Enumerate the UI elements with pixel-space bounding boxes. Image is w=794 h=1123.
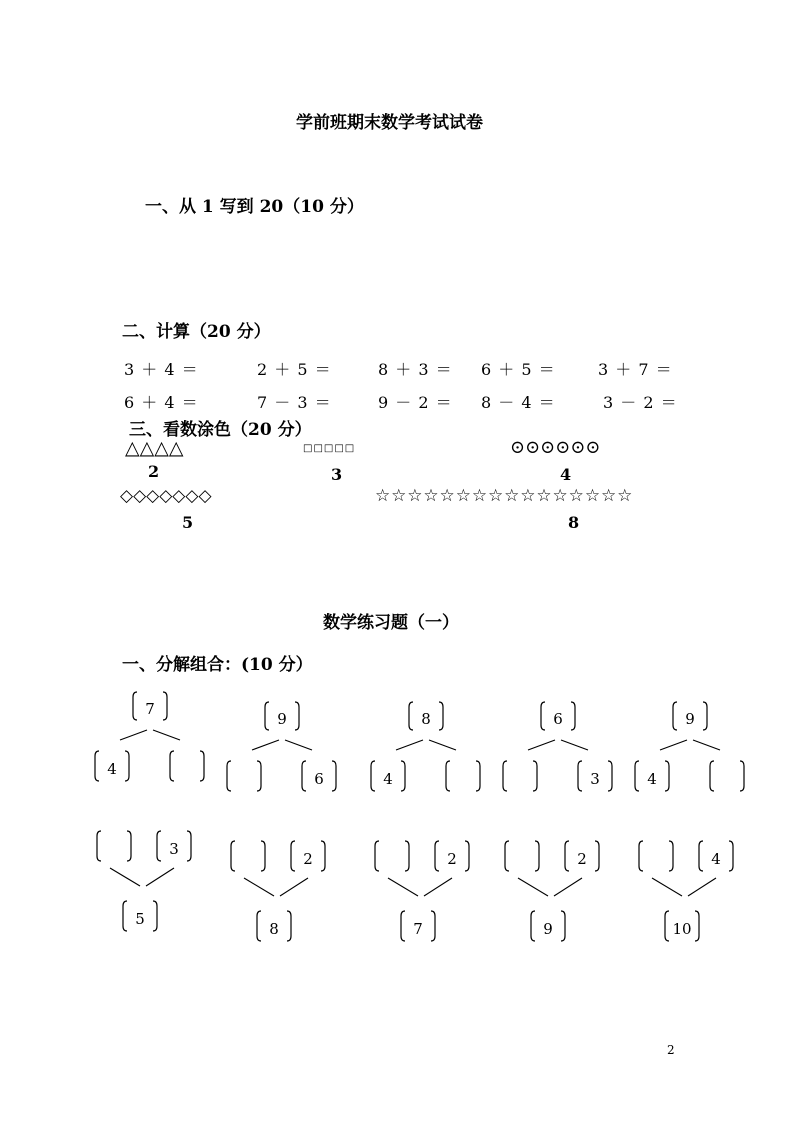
split-part-box — [503, 761, 537, 791]
split-part-box — [170, 751, 204, 781]
color-count: 3 — [331, 465, 343, 484]
split-part-box — [578, 761, 612, 791]
section-color-by-number: 三、看数涂色（20 分） — [129, 420, 312, 440]
bracket-number: 8 — [269, 920, 279, 938]
combine-part-box — [565, 841, 599, 871]
connector-line — [424, 878, 452, 896]
bracket-number: 4 — [107, 760, 117, 778]
connector-line — [388, 878, 418, 896]
combine-part-box — [699, 841, 733, 871]
connector-line — [146, 868, 174, 886]
page-number: 2 — [667, 1043, 675, 1057]
page-title: 学前班期末数学考试试卷 — [296, 113, 483, 133]
equation: 9 － 2 ＝ — [378, 393, 453, 412]
bracket-number: 3 — [590, 770, 600, 788]
split-part-box — [302, 761, 336, 791]
split-part-box — [710, 761, 744, 791]
split-whole-box — [541, 702, 575, 730]
equation: 6 ＋ 4 ＝ — [124, 393, 199, 412]
combine-part-box — [291, 841, 325, 871]
equation: 3 ＋ 4 ＝ — [124, 360, 199, 379]
color-count: 5 — [182, 513, 194, 532]
triangle-shapes: △△△△ — [125, 437, 184, 459]
section-write-numbers: 一、从 1 写到 20（10 分） — [145, 197, 364, 217]
combine-part-box — [157, 831, 191, 861]
connector-line — [396, 740, 423, 750]
bracket-number: 9 — [277, 710, 287, 728]
split-part-box — [371, 761, 405, 791]
combine-part-box — [639, 841, 673, 871]
section-calculation: 二、计算（20 分） — [122, 322, 271, 342]
connector-line — [518, 878, 548, 896]
bracket-number: 2 — [577, 850, 587, 868]
bracket-number: 6 — [314, 770, 324, 788]
split-part-box — [95, 751, 129, 781]
diamond-shapes: ◇◇◇◇◇◇◇ — [120, 486, 212, 506]
combine-part-box — [505, 841, 539, 871]
split-part-box — [446, 761, 480, 791]
bracket-number: 4 — [711, 850, 721, 868]
star-shapes: ☆☆☆☆☆☆☆☆☆☆☆☆☆☆☆☆ — [375, 486, 634, 506]
combine-whole-box — [123, 901, 157, 931]
connector-line — [561, 740, 588, 750]
equation: 8 － 4 ＝ — [481, 393, 556, 412]
combine-part-box — [435, 841, 469, 871]
equation: 3 － 2 ＝ — [603, 393, 678, 412]
connector-line — [252, 740, 279, 750]
connector-line — [429, 740, 456, 750]
combine-part-box — [97, 831, 131, 861]
color-count: 4 — [560, 465, 572, 484]
combine-whole-box — [665, 911, 699, 941]
connector-line — [285, 740, 312, 750]
bracket-number: 5 — [135, 910, 145, 928]
connector-line — [688, 878, 716, 896]
equation: 7 － 3 ＝ — [257, 393, 332, 412]
combine-whole-box — [401, 911, 435, 941]
connector-line — [110, 868, 140, 886]
split-whole-box — [409, 702, 443, 730]
connector-line — [528, 740, 555, 750]
combine-part-box — [375, 841, 409, 871]
connector-line — [153, 730, 180, 740]
circle-dot-shapes: ⊙⊙⊙⊙⊙⊙ — [510, 437, 601, 458]
split-whole-box — [673, 702, 707, 730]
connector-line — [660, 740, 687, 750]
square-shapes: □□□□□ — [303, 443, 356, 454]
bracket-number: 7 — [413, 920, 423, 938]
bracket-number: 3 — [169, 840, 179, 858]
bracket-number: 7 — [145, 700, 155, 718]
equation: 6 ＋ 5 ＝ — [481, 360, 556, 379]
bracket-number: 10 — [672, 920, 692, 938]
bracket-number: 4 — [383, 770, 393, 788]
practice-title: 数学练习题（一） — [323, 613, 459, 633]
equation: 8 ＋ 3 ＝ — [378, 360, 453, 379]
connector-line — [554, 878, 582, 896]
combine-part-box — [231, 841, 265, 871]
bracket-number: 9 — [543, 920, 553, 938]
bracket-number: 2 — [447, 850, 457, 868]
combine-whole-box — [257, 911, 291, 941]
bracket-number: 2 — [303, 850, 313, 868]
equation: 3 ＋ 7 ＝ — [598, 360, 673, 379]
color-count: 2 — [148, 462, 160, 481]
connector-line — [652, 878, 682, 896]
color-count: 8 — [568, 513, 580, 532]
bracket-number: 9 — [685, 710, 695, 728]
bracket-number: 6 — [553, 710, 563, 728]
connector-line — [693, 740, 720, 750]
split-part-box — [227, 761, 261, 791]
split-whole-box — [265, 702, 299, 730]
combine-whole-box — [531, 911, 565, 941]
bracket-number: 8 — [421, 710, 431, 728]
split-part-box — [635, 761, 669, 791]
bracket-number: 4 — [647, 770, 657, 788]
equation: 2 ＋ 5 ＝ — [257, 360, 332, 379]
split-whole-box — [133, 692, 167, 720]
connector-line — [280, 878, 308, 896]
section-split-combine: 一、分解组合：(10 分） — [122, 655, 313, 675]
connector-line — [244, 878, 274, 896]
connector-line — [120, 730, 147, 740]
